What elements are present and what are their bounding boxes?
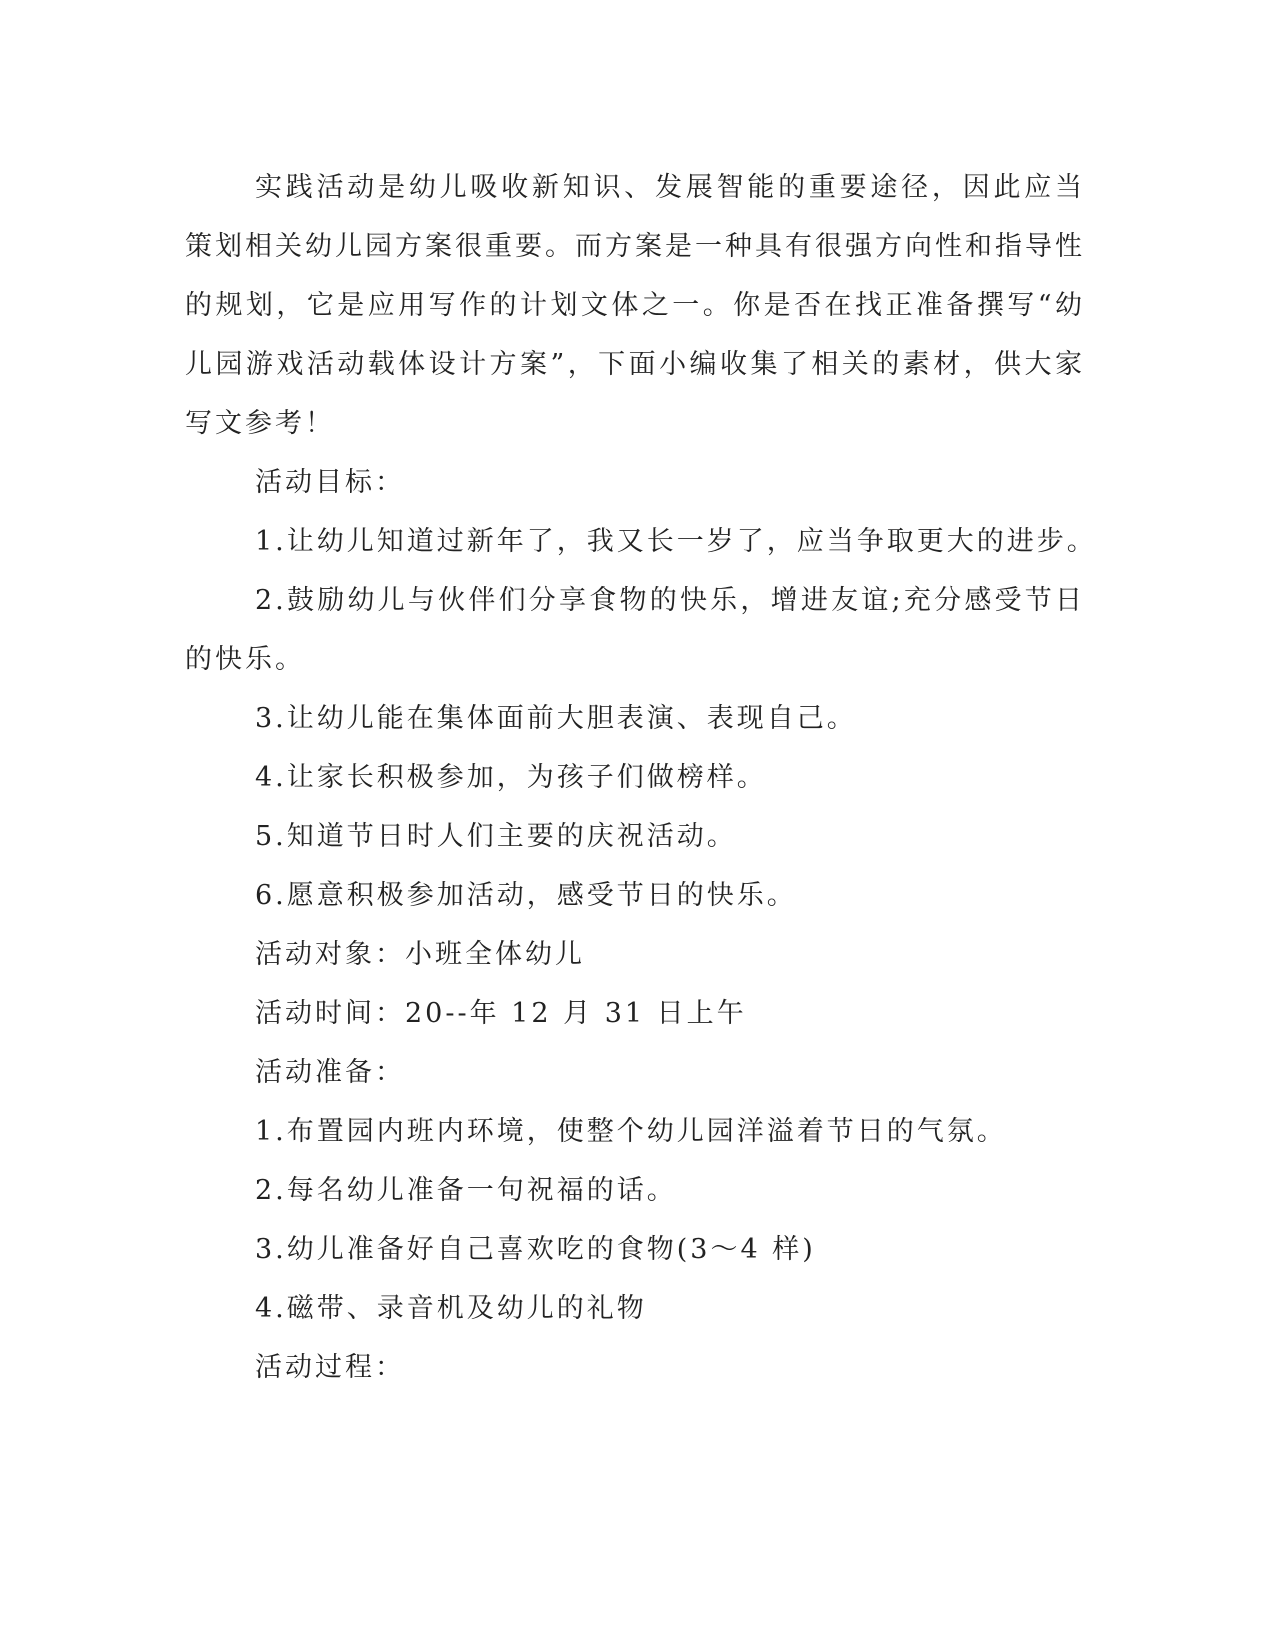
goals-heading: 活动目标： xyxy=(255,467,405,498)
activity-target: 活动对象：小班全体幼儿 xyxy=(255,939,585,970)
process-heading: 活动过程： xyxy=(255,1352,405,1383)
goal-item: 6.愿意积极参加活动，感受节日的快乐。 xyxy=(255,880,797,911)
intro-paragraph: 实践活动是幼儿吸收新知识、发展智能的重要途径，因此应当策划相关幼儿园方案很重要。而方案是一种具有很强方向性和指导性的规划，它是应用写作的计划文体之一。你是否在找正准备撰写“幼儿园游戏活动载体设计方案”，下面小编收集了相关的素材，供大家写文参考！ xyxy=(185,172,1085,439)
prep-item: 3.幼儿准备好自己喜欢吃的食物(3～4 样) xyxy=(255,1234,816,1265)
goal-item: 2.鼓励幼儿与伙伴们分享食物的快乐，增进友谊;充分感受节日的快乐。 xyxy=(185,585,1085,675)
goal-item: 3.让幼儿能在集体面前大胆表演、表现自己。 xyxy=(255,703,857,734)
prep-item: 4.磁带、录音机及幼儿的礼物 xyxy=(255,1293,647,1324)
prep-item: 1.布置园内班内环境，使整个幼儿园洋溢着节日的气氛。 xyxy=(255,1116,1007,1147)
prep-heading: 活动准备： xyxy=(255,1057,405,1088)
goal-item: 1.让幼儿知道过新年了，我又长一岁了，应当争取更大的进步。 xyxy=(255,526,1097,557)
goal-item: 5.知道节日时人们主要的庆祝活动。 xyxy=(255,821,737,852)
prep-item: 2.每名幼儿准备一句祝福的话。 xyxy=(255,1175,677,1206)
goal-item: 4.让家长积极参加，为孩子们做榜样。 xyxy=(255,762,767,793)
activity-time: 活动时间：20--年 12 月 31 日上午 xyxy=(255,998,747,1029)
document-body xyxy=(185,158,1097,1397)
